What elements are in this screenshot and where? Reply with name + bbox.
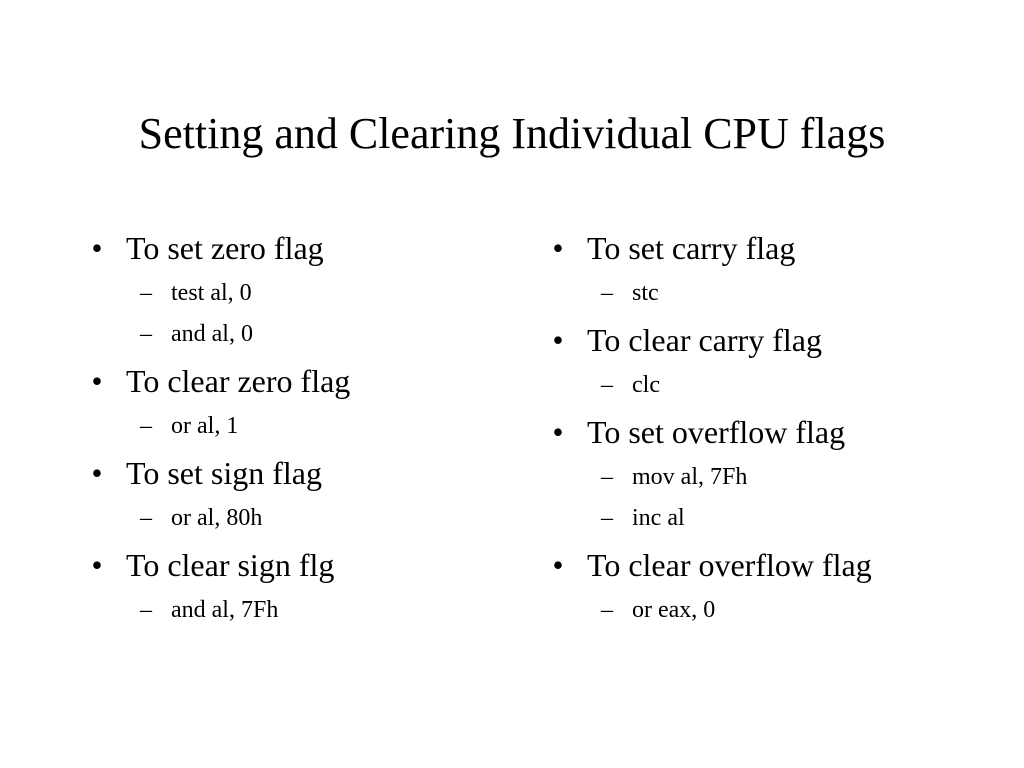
sub-item-text: stc — [632, 280, 659, 306]
bullet-group — [547, 414, 987, 532]
bullet-item — [86, 363, 526, 400]
bullet-label: To clear overflow flag — [587, 547, 872, 583]
sub-item-text: or al, 80h — [171, 505, 263, 531]
dash-icon: – — [601, 464, 613, 490]
dash-icon: – — [140, 597, 152, 623]
dash-icon: – — [140, 321, 152, 347]
bullet-icon: • — [91, 363, 103, 399]
bullet-group — [86, 455, 526, 532]
sub-item-text: mov al, 7Fh — [632, 464, 748, 490]
bullet-item — [86, 230, 526, 267]
sub-item — [86, 279, 526, 307]
bullet-group — [86, 547, 526, 624]
sub-item — [547, 463, 987, 491]
sub-item-text: inc al — [632, 505, 685, 531]
sub-item-text: clc — [632, 372, 660, 398]
bullet-label: To clear sign flg — [126, 547, 335, 583]
bullet-item — [86, 547, 526, 584]
sub-item — [547, 371, 987, 399]
bullet-icon: • — [552, 322, 564, 358]
bullet-item — [547, 414, 987, 451]
bullet-icon: • — [91, 455, 103, 491]
sub-item-text: and al, 7Fh — [171, 597, 279, 623]
bullet-item — [547, 230, 987, 267]
sub-item-text: and al, 0 — [171, 321, 253, 347]
dash-icon: – — [601, 505, 613, 531]
slide-title: Setting and Clearing Individual CPU flags — [138, 109, 886, 158]
dash-icon: – — [601, 280, 613, 306]
bullet-label: To clear carry flag — [587, 322, 822, 358]
sub-item-text: test al, 0 — [171, 280, 252, 306]
dash-icon: – — [140, 413, 152, 439]
bullet-label: To clear zero flag — [126, 363, 351, 399]
left-column — [86, 230, 526, 624]
bullet-label: To set sign flag — [126, 455, 322, 491]
bullet-icon: • — [552, 230, 564, 266]
bullet-label: To set carry flag — [587, 230, 796, 266]
dash-icon: – — [140, 505, 152, 531]
sub-item — [86, 596, 526, 624]
sub-item — [86, 504, 526, 532]
bullet-group — [86, 363, 526, 440]
bullet-label: To set zero flag — [126, 230, 324, 266]
bullet-icon: • — [91, 230, 103, 266]
bullet-icon: • — [91, 547, 103, 583]
bullet-item — [547, 322, 987, 359]
bullet-group — [547, 230, 987, 307]
sub-item — [86, 320, 526, 348]
sub-item — [86, 412, 526, 440]
bullet-item — [547, 547, 987, 584]
dash-icon: – — [601, 372, 613, 398]
bullet-label: To set overflow flag — [587, 414, 846, 450]
sub-item-text: or eax, 0 — [632, 597, 716, 623]
bullet-icon: • — [552, 547, 564, 583]
sub-item — [547, 596, 987, 624]
bullet-group — [547, 547, 987, 624]
bullet-item — [86, 455, 526, 492]
bullet-group — [547, 322, 987, 399]
right-column — [547, 230, 987, 624]
dash-icon: – — [601, 597, 613, 623]
bullet-group — [86, 230, 526, 348]
sub-item — [547, 504, 987, 532]
sub-item-text: or al, 1 — [171, 413, 239, 439]
sub-item — [547, 279, 987, 307]
dash-icon: – — [140, 280, 152, 306]
bullet-icon: • — [552, 414, 564, 450]
